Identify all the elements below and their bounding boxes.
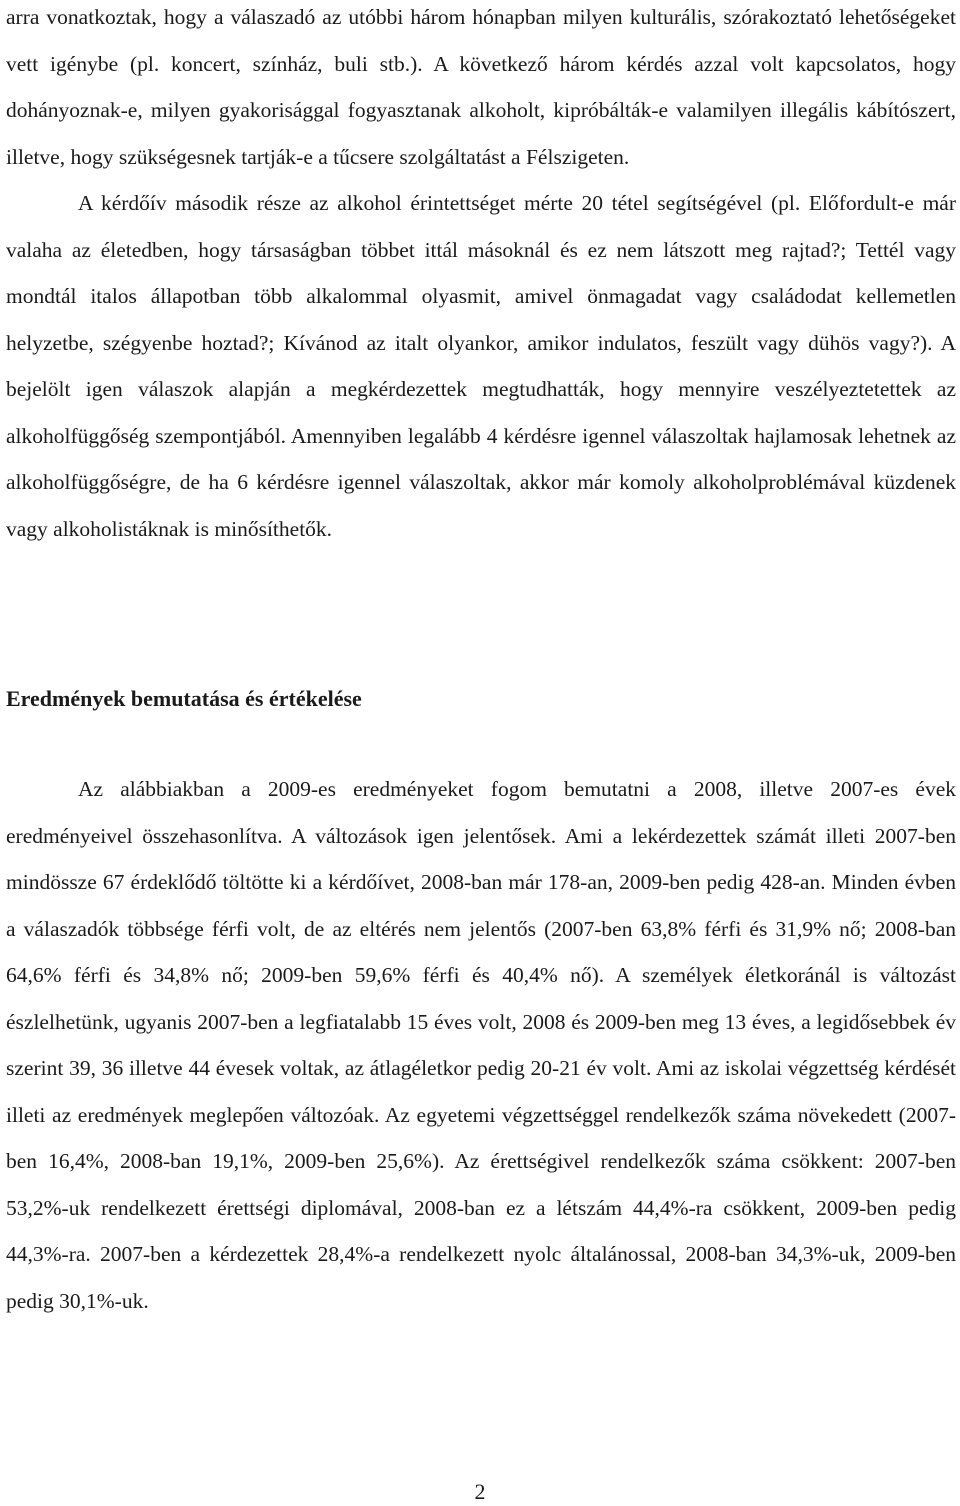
body-paragraph-2: A kérdőív második része az alkohol érintettséget mérte 20 tétel segítségével (pl. Előfordult-e már valaha az életedben, hogy társaságban többet ittál másoknál és ez nem látszott meg rajtad?; Tettél vagy mondtál italos állapotban több alkalommal olyasmit, amivel önmagadat vagy családodat kellemetlen helyzetbe, szégyenbe hoztad?; Kívánod az italt olyankor, amikor indulatos, feszült vagy dühös vagy?). A bejelölt igen válaszok alapján a megkérdezettek megtudhatták, hogy mennyire veszélyeztetettek az alkoholfüggőség szempontjából. Amennyiben legalább 4 kérdésre igennel válaszoltak hajlamosak lehetnek az alkoholfüggőségre, de ha 6 kérdésre igennel válaszoltak, akkor már komoly alkoholproblémával küzdenek vagy alkoholistáknak is minősíthetők. [6,191,956,541]
body-paragraph-1: arra vonatkoztak, hogy a válaszadó az utóbbi három hónapban milyen kulturális, szórakoztató lehetőségeket vett igénybe (pl. koncert, színház, buli stb.). A következő három kérdés azzal volt kapcsolatos, hogy dohányoznak-e, milyen gyakorisággal fogyasztanak alkoholt, kipróbálták-e valamilyen illegális kábítószert, illetve, hogy szükségesnek tartják-e a tűcsere szolgáltatást a Félszigeten. [6,5,956,169]
paragraph-block-2 [6,766,956,1324]
section-heading: Eredmények bemutatása és értékelése [6,686,362,711]
body-paragraph-3: Az alábbiakban a 2009-es eredményeket fogom bemutatni a 2008, illetve 2007-es évek eredményeivel összehasonlítva. A változások igen jelentősek. Ami a lekérdezettek számát illeti 2007-ben mindössze 67 érdeklődő töltötte ki a kérdőívet, 2008-ban már 178-an, 2009-ben pedig 428-an. Minden évben a válaszadók többsége férfi volt, de az eltérés nem jelentős (2007-ben 63,8% férfi és 31,9% nő; 2008-ban 64,6% férfi és 34,8% nő; 2009-ben 59,6% férfi és 40,4% nő). A személyek életkoránál is változást észlelhetünk, ugyanis 2007-ben a legfiatalabb 15 éves volt, 2008 és 2009-ben meg 13 éves, a legidősebbek év szerint 39, 36 illetve 44 évesek voltak, az átlagéletkor pedig 20-21 év volt. Ami az iskolai végzettség kérdését illeti az eredmények meglepően változóak. Az egyetemi végzettséggel rendelkezők száma növekedett (2007-ben 16,4%, 2008-ban 19,1%, 2009-ben 25,6%). Az érettségivel rendelkezők száma csökkent: 2007-ben 53,2%-uk rendelkezett érettségi diplomával, 2008-ban ez a létszám 44,4%-ra csökkent, 2009-ben pedig 44,3%-ra. 2007-ben a kérdezettek 28,4%-a rendelkezett nyolc általánossal, 2008-ban 34,3%-uk, 2009-ben pedig 30,1%-uk. [6,777,956,1313]
page-number: 2 [474,1479,486,1504]
paragraph-block-1 [6,0,956,552]
